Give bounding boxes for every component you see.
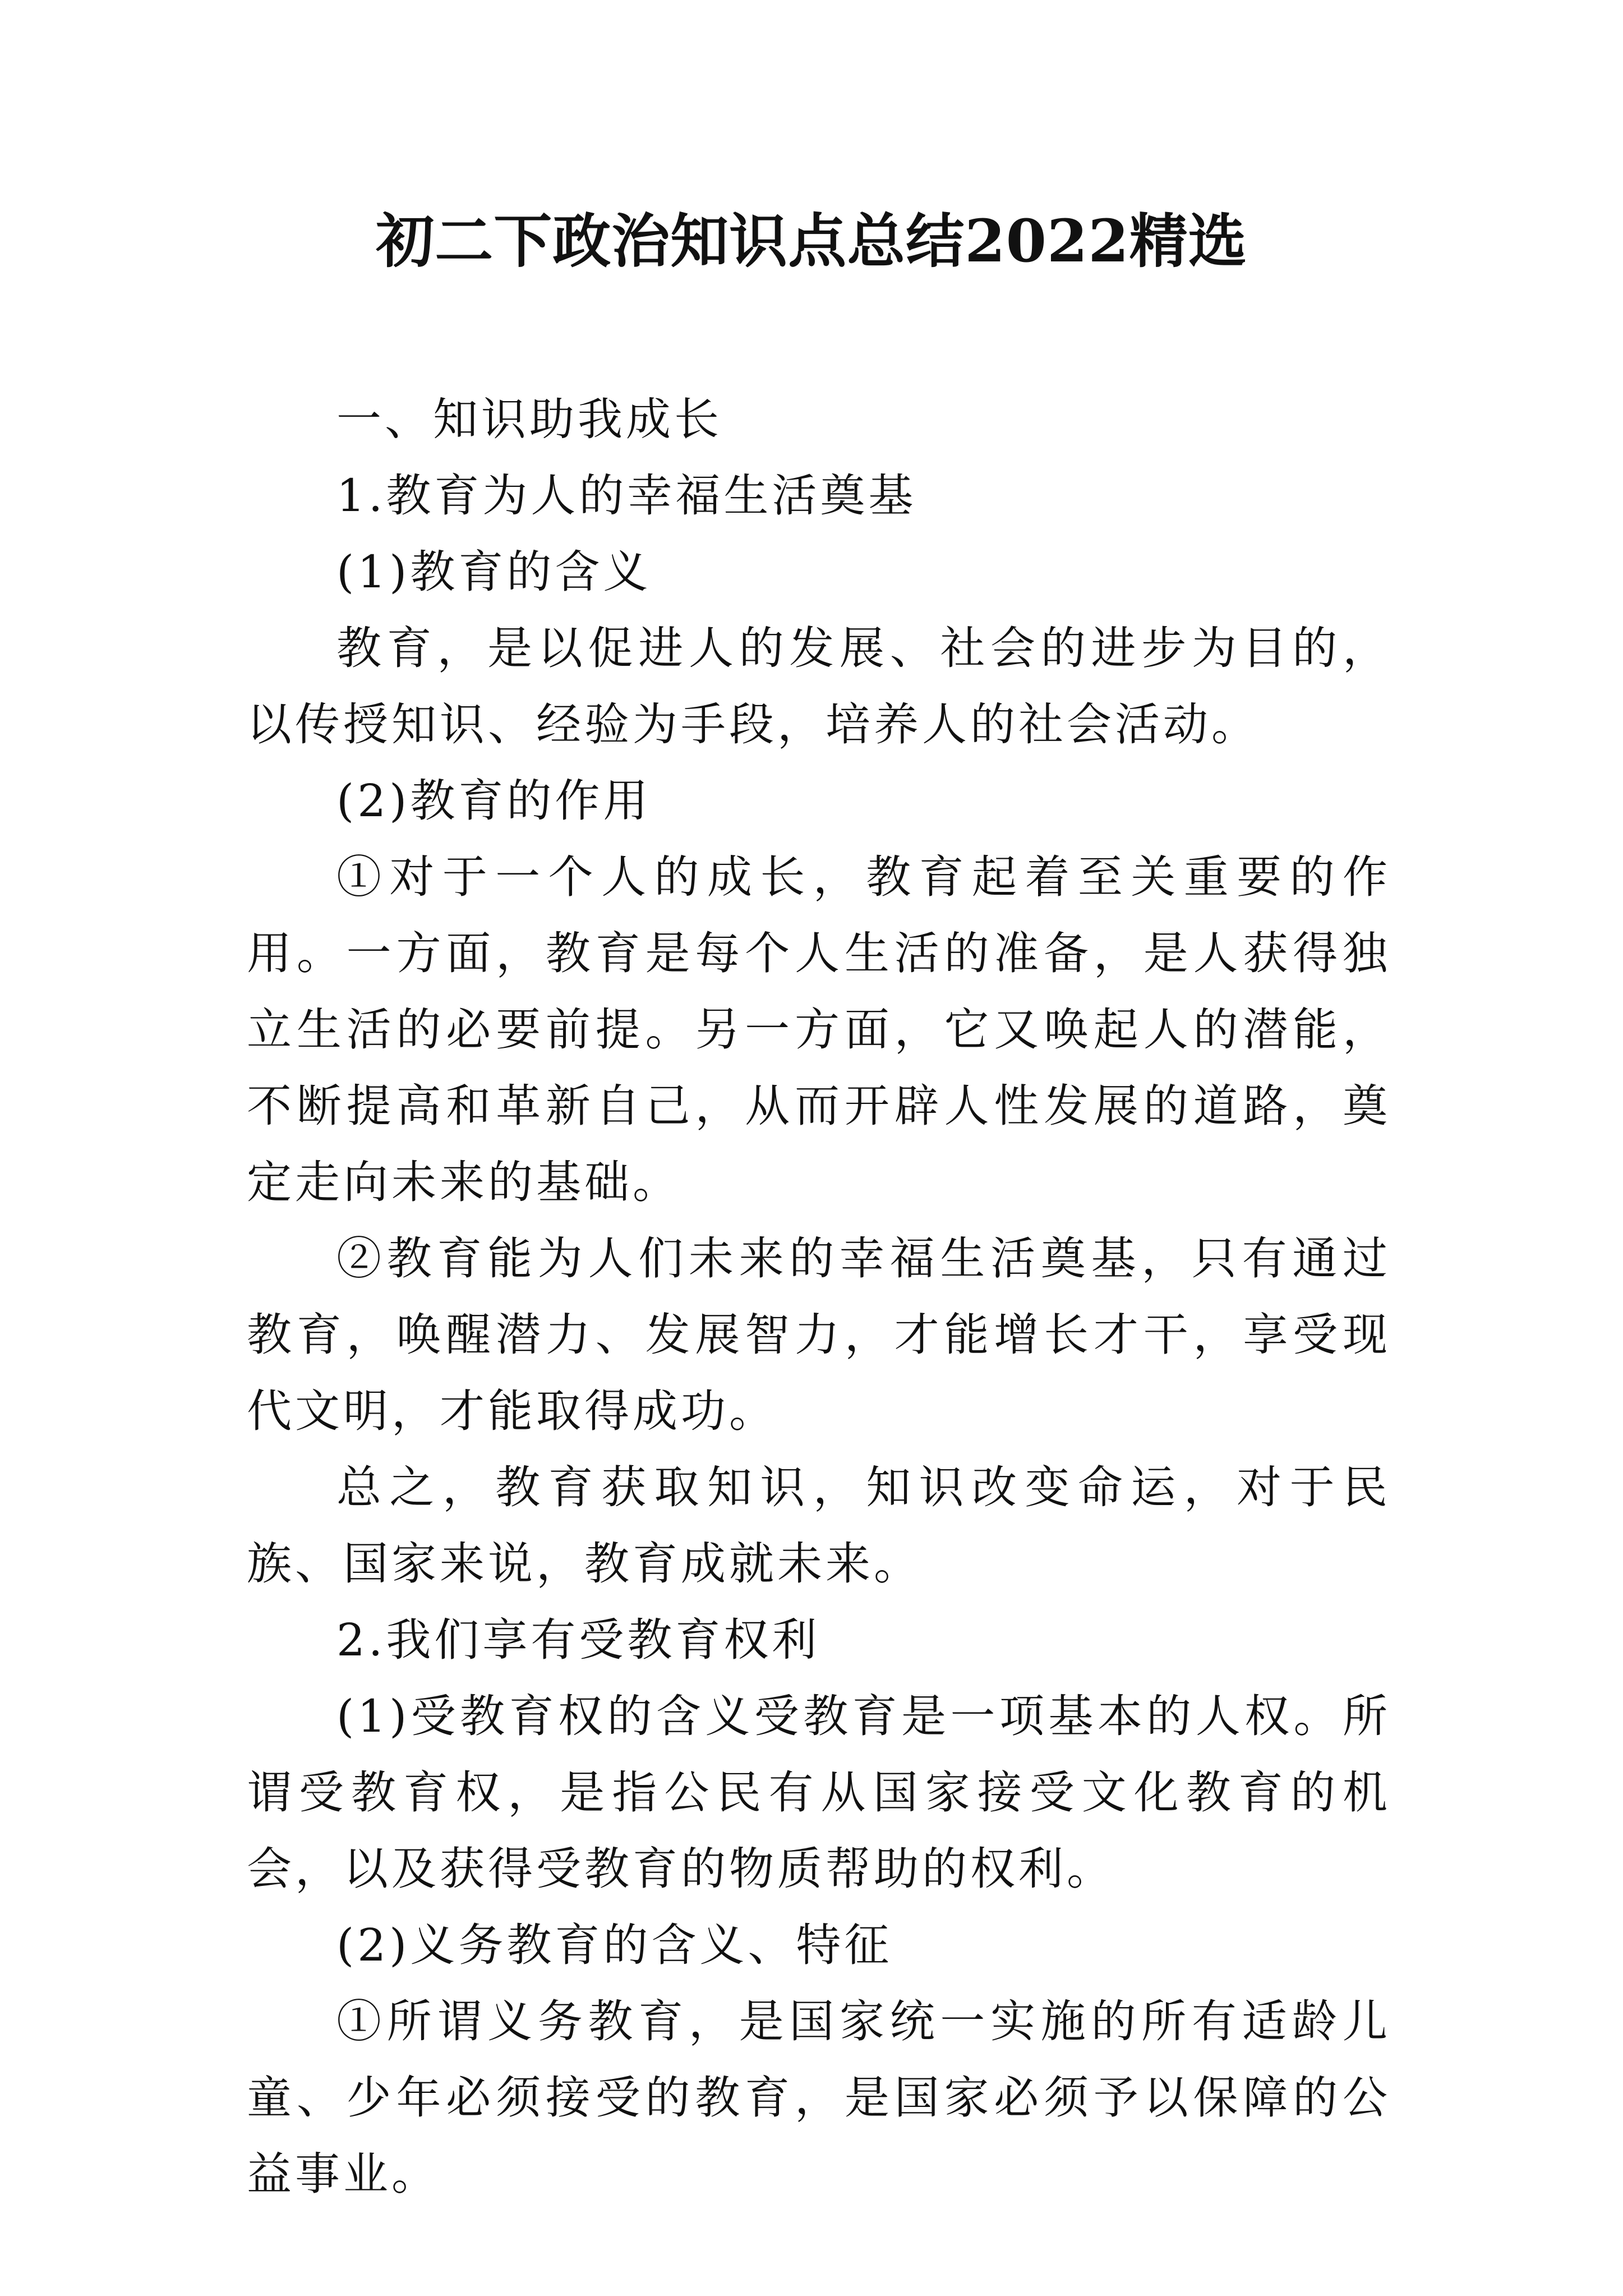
paragraph: 教育，是以促进人的发展、社会的进步为目的，以传授知识、经验为手段，培养人的社会活动。 [247,622,1391,751]
subsection-heading: 2.我们享有受教育权利 [336,1614,820,1666]
paragraph: ②教育能为人们未来的幸福生活奠基，只有通过教育，唤醒潜力、发展智力，才能增长才干，享受现代文明，才能取得成功。 [247,1232,1391,1437]
paragraph: 总之，教育获取知识，知识改变命运，对于民族、国家来说，教育成就未来。 [247,1461,1391,1590]
section-heading: 一、知识助我成长 [336,393,722,445]
document-title: 初二下政治知识点总结2022精选 [376,206,1247,275]
item-heading: (1)教育的含义 [336,546,652,598]
paragraph: ①所谓义务教育，是国家统一实施的所有适龄儿童、少年必须接受的教育，是国家必须予以保障的公益事业。 [247,1995,1391,2200]
paragraph: ①对于一个人的成长，教育起着至关重要的作用。一方面，教育是每个人生活的准备，是人获得独立生活的必要前提。另一方面，它又唤起人的潜能，不断提高和革新自己，从而开辟人性发展的道路，奠定走向未来的基础。 [247,851,1391,1208]
document-body [247,381,1391,2212]
item-heading: (2)教育的作用 [336,775,652,827]
paragraph: (1)受教育权的含义受教育是一项基本的人权。所谓受教育权，是指公民有从国家接受文化教育的机会，以及获得受教育的物质帮助的权利。 [247,1690,1391,1895]
item-heading: (2)义务教育的含义、特征 [336,1919,893,1971]
subsection-heading: 1.教育为人的幸福生活奠基 [336,470,917,522]
